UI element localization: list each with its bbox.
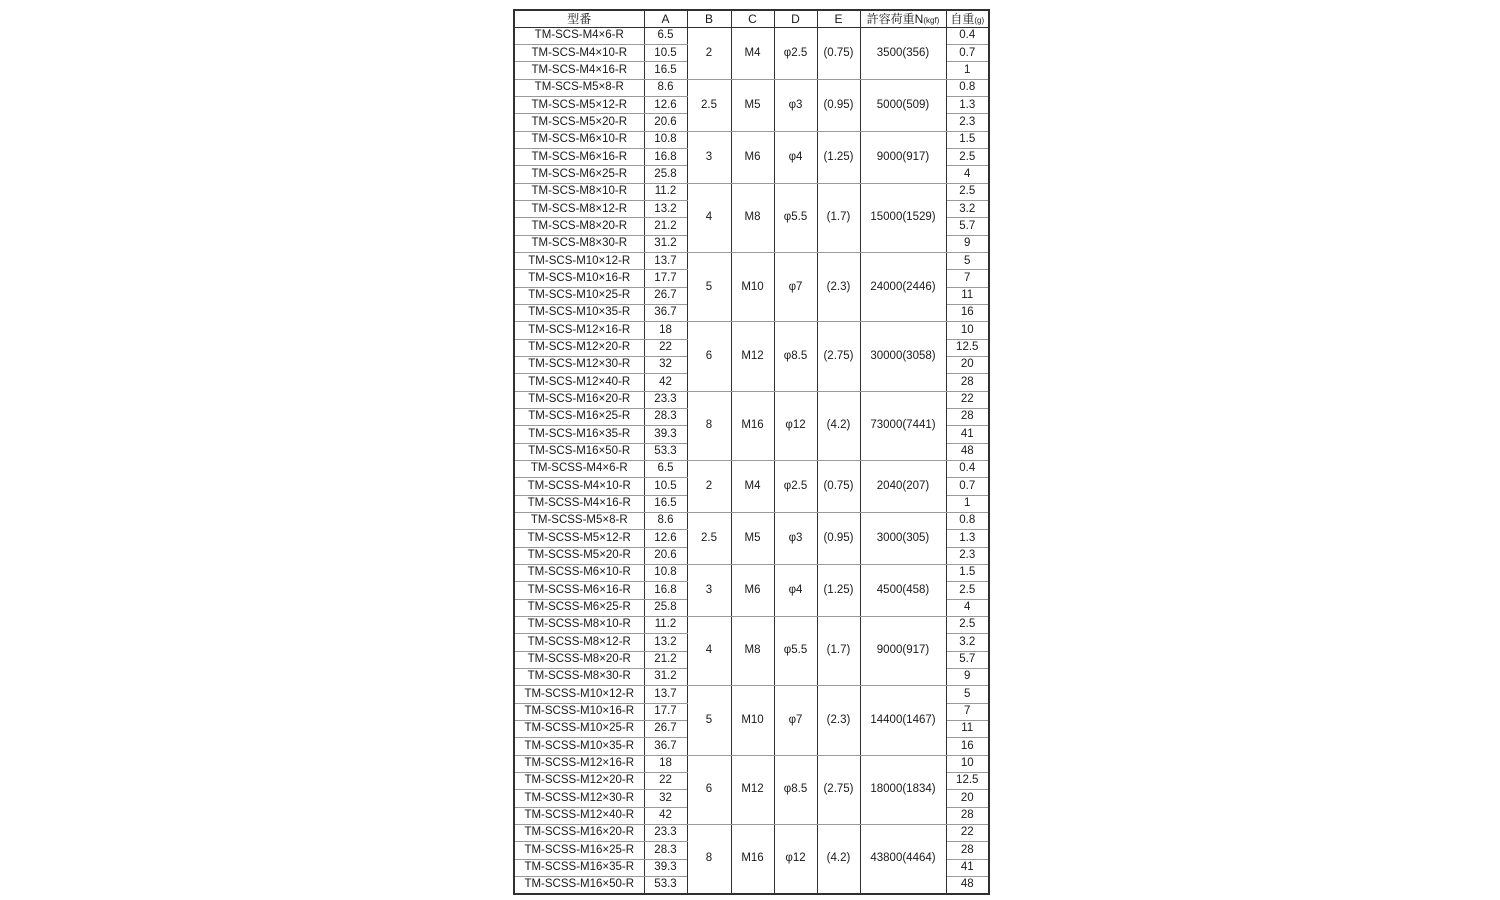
dim-b-cell: 2 (687, 461, 731, 513)
weight-cell: 2.5 (946, 183, 989, 200)
model-cell: TM-SCS-M10×25-R (514, 287, 644, 304)
thread-size-cell: M6 (731, 565, 774, 617)
weight-cell: 0.7 (946, 478, 989, 495)
diameter-cell: φ2.5 (774, 27, 817, 79)
model-cell: TM-SCSS-M16×50-R (514, 876, 644, 893)
dim-e-cell: (4.2) (817, 824, 860, 893)
weight-cell: 22 (946, 391, 989, 408)
weight-cell: 5.7 (946, 218, 989, 235)
table-row (514, 686, 989, 703)
dim-a-cell: 28.3 (644, 409, 687, 426)
model-cell: TM-SCS-M12×20-R (514, 339, 644, 356)
dim-a-cell: 36.7 (644, 305, 687, 322)
model-cell: TM-SCS-M5×12-R (514, 97, 644, 114)
thread-size-cell: M4 (731, 461, 774, 513)
allowable-load-cell: 5000(509) (860, 79, 946, 131)
weight-cell: 9 (946, 668, 989, 685)
allowable-load-cell: 24000(2446) (860, 253, 946, 322)
dim-b-cell: 2 (687, 27, 731, 79)
model-cell: TM-SCS-M6×25-R (514, 166, 644, 183)
model-cell: TM-SCSS-M16×25-R (514, 842, 644, 859)
model-cell: TM-SCS-M4×10-R (514, 45, 644, 62)
dim-b-cell: 4 (687, 616, 731, 685)
weight-cell: 7 (946, 703, 989, 720)
dim-b-cell: 2.5 (687, 79, 731, 131)
dim-b-cell: 5 (687, 686, 731, 755)
model-cell: TM-SCSS-M5×20-R (514, 547, 644, 564)
dim-a-cell: 32 (644, 790, 687, 807)
allowable-load-cell: 4500(458) (860, 565, 946, 617)
dim-a-cell: 20.6 (644, 547, 687, 564)
table-row (514, 513, 989, 530)
diameter-cell: φ4 (774, 131, 817, 183)
table-row (514, 183, 989, 200)
dim-b-cell: 6 (687, 755, 731, 824)
model-cell: TM-SCS-M6×10-R (514, 131, 644, 148)
table-row (514, 79, 989, 96)
thread-size-cell: M8 (731, 183, 774, 252)
dim-a-cell: 16.5 (644, 495, 687, 512)
dim-e-cell: (0.95) (817, 513, 860, 565)
weight-cell: 4 (946, 599, 989, 616)
dim-a-cell: 13.7 (644, 253, 687, 270)
dim-a-cell: 53.3 (644, 443, 687, 460)
dim-a-cell: 32 (644, 357, 687, 374)
dim-b-cell: 8 (687, 824, 731, 893)
dim-a-cell: 12.6 (644, 97, 687, 114)
dim-a-cell: 39.3 (644, 426, 687, 443)
table-row (514, 322, 989, 339)
diameter-cell: φ8.5 (774, 755, 817, 824)
model-cell: TM-SCSS-M12×40-R (514, 807, 644, 824)
diameter-cell: φ7 (774, 253, 817, 322)
weight-cell: 10 (946, 322, 989, 339)
thread-size-cell: M12 (731, 755, 774, 824)
weight-cell: 12.5 (946, 772, 989, 789)
table-row (514, 131, 989, 148)
dim-e-cell: (1.7) (817, 616, 860, 685)
model-cell: TM-SCS-M8×12-R (514, 201, 644, 218)
weight-cell: 4 (946, 166, 989, 183)
allowable-load-cell: 15000(1529) (860, 183, 946, 252)
allowable-load-cell: 9000(917) (860, 616, 946, 685)
weight-cell: 28 (946, 807, 989, 824)
model-cell: TM-SCS-M10×35-R (514, 305, 644, 322)
weight-cell: 2.3 (946, 114, 989, 131)
dim-e-cell: (0.75) (817, 27, 860, 79)
dim-e-cell: (2.75) (817, 755, 860, 824)
header-load-label: 許容荷重N (866, 11, 924, 26)
weight-cell: 0.8 (946, 79, 989, 96)
dim-e-cell: (1.25) (817, 565, 860, 617)
allowable-load-cell: 3500(356) (860, 27, 946, 79)
thread-size-cell: M5 (731, 513, 774, 565)
table-body (514, 27, 989, 893)
diameter-cell: φ3 (774, 513, 817, 565)
allowable-load-cell: 73000(7441) (860, 391, 946, 460)
table-row (514, 616, 989, 633)
dim-e-cell: (1.25) (817, 131, 860, 183)
weight-cell: 3.2 (946, 201, 989, 218)
weight-cell: 0.8 (946, 513, 989, 530)
dim-a-cell: 13.2 (644, 634, 687, 651)
allowable-load-cell: 9000(917) (860, 131, 946, 183)
weight-cell: 1.5 (946, 565, 989, 582)
dim-b-cell: 3 (687, 565, 731, 617)
allowable-load-cell: 3000(305) (860, 513, 946, 565)
spec-table (513, 9, 990, 895)
weight-cell: 16 (946, 305, 989, 322)
dim-e-cell: (1.7) (817, 183, 860, 252)
dim-a-cell: 22 (644, 772, 687, 789)
dim-a-cell: 13.2 (644, 201, 687, 218)
model-cell: TM-SCSS-M6×25-R (514, 599, 644, 616)
weight-cell: 41 (946, 859, 989, 876)
model-cell: TM-SCS-M4×6-R (514, 27, 644, 44)
model-cell: TM-SCSS-M10×35-R (514, 738, 644, 755)
weight-cell: 20 (946, 357, 989, 374)
dim-a-cell: 26.7 (644, 287, 687, 304)
header-weight-label: 自重 (950, 11, 975, 26)
header-load-unit: (kgf) (923, 15, 940, 25)
dim-e-cell: (2.3) (817, 253, 860, 322)
dim-a-cell: 13.7 (644, 686, 687, 703)
weight-cell: 9 (946, 235, 989, 252)
dim-a-cell: 6.5 (644, 461, 687, 478)
dim-a-cell: 31.2 (644, 668, 687, 685)
model-cell: TM-SCSS-M6×16-R (514, 582, 644, 599)
weight-cell: 11 (946, 720, 989, 737)
dim-a-cell: 26.7 (644, 720, 687, 737)
dim-a-cell: 12.6 (644, 530, 687, 547)
weight-cell: 28 (946, 842, 989, 859)
table-header (514, 10, 989, 27)
dim-a-cell: 11.2 (644, 616, 687, 633)
weight-cell: 0.4 (946, 461, 989, 478)
dim-a-cell: 10.5 (644, 45, 687, 62)
header-model: 型番 (514, 10, 644, 27)
dim-a-cell: 23.3 (644, 824, 687, 841)
weight-cell: 16 (946, 738, 989, 755)
weight-cell: 12.5 (946, 339, 989, 356)
thread-size-cell: M16 (731, 824, 774, 893)
model-cell: TM-SCS-M12×16-R (514, 322, 644, 339)
allowable-load-cell: 14400(1467) (860, 686, 946, 755)
diameter-cell: φ12 (774, 824, 817, 893)
weight-cell: 28 (946, 374, 989, 391)
table-row (514, 461, 989, 478)
allowable-load-cell: 43800(4464) (860, 824, 946, 893)
spec-table-container (513, 9, 988, 895)
diameter-cell: φ4 (774, 565, 817, 617)
dim-a-cell: 25.8 (644, 166, 687, 183)
header-load (860, 10, 946, 27)
model-cell: TM-SCSS-M12×20-R (514, 772, 644, 789)
weight-cell: 28 (946, 409, 989, 426)
diameter-cell: φ8.5 (774, 322, 817, 391)
thread-size-cell: M12 (731, 322, 774, 391)
weight-cell: 1 (946, 495, 989, 512)
model-cell: TM-SCSS-M10×25-R (514, 720, 644, 737)
weight-cell: 10 (946, 755, 989, 772)
dim-a-cell: 10.8 (644, 565, 687, 582)
thread-size-cell: M16 (731, 391, 774, 460)
dim-a-cell: 17.7 (644, 270, 687, 287)
weight-cell: 2.5 (946, 149, 989, 166)
dim-e-cell: (0.95) (817, 79, 860, 131)
model-cell: TM-SCS-M5×8-R (514, 79, 644, 96)
dim-a-cell: 18 (644, 322, 687, 339)
weight-cell: 22 (946, 824, 989, 841)
weight-cell: 48 (946, 443, 989, 460)
weight-cell: 2.3 (946, 547, 989, 564)
model-cell: TM-SCS-M10×16-R (514, 270, 644, 287)
model-cell: TM-SCSS-M16×35-R (514, 859, 644, 876)
weight-cell: 0.4 (946, 27, 989, 44)
dim-e-cell: (0.75) (817, 461, 860, 513)
allowable-load-cell: 18000(1834) (860, 755, 946, 824)
header-e: E (817, 10, 860, 27)
dim-e-cell: (2.3) (817, 686, 860, 755)
weight-cell: 1 (946, 62, 989, 79)
dim-b-cell: 5 (687, 253, 731, 322)
dim-a-cell: 11.2 (644, 183, 687, 200)
dim-a-cell: 39.3 (644, 859, 687, 876)
weight-cell: 1.5 (946, 131, 989, 148)
weight-cell: 0.7 (946, 45, 989, 62)
model-cell: TM-SCSS-M5×8-R (514, 513, 644, 530)
weight-cell: 20 (946, 790, 989, 807)
model-cell: TM-SCS-M5×20-R (514, 114, 644, 131)
dim-a-cell: 36.7 (644, 738, 687, 755)
weight-cell: 1.3 (946, 530, 989, 547)
dim-a-cell: 28.3 (644, 842, 687, 859)
weight-cell: 11 (946, 287, 989, 304)
dim-a-cell: 22 (644, 339, 687, 356)
model-cell: TM-SCS-M4×16-R (514, 62, 644, 79)
header-row (514, 10, 989, 27)
model-cell: TM-SCSS-M16×20-R (514, 824, 644, 841)
weight-cell: 48 (946, 876, 989, 893)
diameter-cell: φ7 (774, 686, 817, 755)
dim-a-cell: 17.7 (644, 703, 687, 720)
model-cell: TM-SCS-M8×10-R (514, 183, 644, 200)
model-cell: TM-SCS-M16×25-R (514, 409, 644, 426)
model-cell: TM-SCS-M16×35-R (514, 426, 644, 443)
dim-e-cell: (2.75) (817, 322, 860, 391)
dim-b-cell: 8 (687, 391, 731, 460)
dim-b-cell: 2.5 (687, 513, 731, 565)
weight-cell: 7 (946, 270, 989, 287)
weight-cell: 1.3 (946, 97, 989, 114)
table-row (514, 391, 989, 408)
model-cell: TM-SCSS-M4×6-R (514, 461, 644, 478)
model-cell: TM-SCSS-M6×10-R (514, 565, 644, 582)
model-cell: TM-SCS-M10×12-R (514, 253, 644, 270)
dim-a-cell: 16.5 (644, 62, 687, 79)
dim-b-cell: 6 (687, 322, 731, 391)
dim-a-cell: 8.6 (644, 79, 687, 96)
dim-a-cell: 16.8 (644, 149, 687, 166)
diameter-cell: φ12 (774, 391, 817, 460)
diameter-cell: φ2.5 (774, 461, 817, 513)
model-cell: TM-SCSS-M12×16-R (514, 755, 644, 772)
model-cell: TM-SCSS-M4×16-R (514, 495, 644, 512)
weight-cell: 5 (946, 253, 989, 270)
model-cell: TM-SCSS-M10×16-R (514, 703, 644, 720)
thread-size-cell: M4 (731, 27, 774, 79)
model-cell: TM-SCS-M6×16-R (514, 149, 644, 166)
header-c: C (731, 10, 774, 27)
dim-a-cell: 10.8 (644, 131, 687, 148)
model-cell: TM-SCSS-M8×12-R (514, 634, 644, 651)
header-d: D (774, 10, 817, 27)
dim-a-cell: 18 (644, 755, 687, 772)
dim-a-cell: 8.6 (644, 513, 687, 530)
diameter-cell: φ5.5 (774, 616, 817, 685)
dim-a-cell: 20.6 (644, 114, 687, 131)
model-cell: TM-SCS-M16×20-R (514, 391, 644, 408)
header-a: A (644, 10, 687, 27)
dim-a-cell: 53.3 (644, 876, 687, 893)
dim-a-cell: 25.8 (644, 599, 687, 616)
weight-cell: 2.5 (946, 582, 989, 599)
model-cell: TM-SCS-M16×50-R (514, 443, 644, 460)
dim-a-cell: 16.8 (644, 582, 687, 599)
model-cell: TM-SCSS-M5×12-R (514, 530, 644, 547)
header-b: B (687, 10, 731, 27)
diameter-cell: φ5.5 (774, 183, 817, 252)
table-row (514, 755, 989, 772)
model-cell: TM-SCSS-M8×30-R (514, 668, 644, 685)
dim-a-cell: 21.2 (644, 651, 687, 668)
model-cell: TM-SCS-M12×40-R (514, 374, 644, 391)
table-row (514, 27, 989, 44)
model-cell: TM-SCSS-M8×10-R (514, 616, 644, 633)
thread-size-cell: M10 (731, 253, 774, 322)
dim-a-cell: 21.2 (644, 218, 687, 235)
thread-size-cell: M8 (731, 616, 774, 685)
dim-a-cell: 42 (644, 374, 687, 391)
thread-size-cell: M5 (731, 79, 774, 131)
dim-b-cell: 3 (687, 131, 731, 183)
weight-cell: 2.5 (946, 616, 989, 633)
header-weight-unit: (g) (974, 15, 985, 25)
model-cell: TM-SCSS-M10×12-R (514, 686, 644, 703)
weight-cell: 5 (946, 686, 989, 703)
allowable-load-cell: 2040(207) (860, 461, 946, 513)
model-cell: TM-SCS-M8×20-R (514, 218, 644, 235)
model-cell: TM-SCSS-M8×20-R (514, 651, 644, 668)
dim-a-cell: 6.5 (644, 27, 687, 44)
thread-size-cell: M10 (731, 686, 774, 755)
model-cell: TM-SCSS-M12×30-R (514, 790, 644, 807)
table-row (514, 253, 989, 270)
dim-b-cell: 4 (687, 183, 731, 252)
weight-cell: 5.7 (946, 651, 989, 668)
diameter-cell: φ3 (774, 79, 817, 131)
table-row (514, 565, 989, 582)
dim-a-cell: 10.5 (644, 478, 687, 495)
weight-cell: 3.2 (946, 634, 989, 651)
header-weight (946, 10, 989, 27)
model-cell: TM-SCSS-M4×10-R (514, 478, 644, 495)
model-cell: TM-SCS-M8×30-R (514, 235, 644, 252)
weight-cell: 41 (946, 426, 989, 443)
dim-a-cell: 31.2 (644, 235, 687, 252)
dim-e-cell: (4.2) (817, 391, 860, 460)
dim-a-cell: 23.3 (644, 391, 687, 408)
dim-a-cell: 42 (644, 807, 687, 824)
model-cell: TM-SCS-M12×30-R (514, 357, 644, 374)
allowable-load-cell: 30000(3058) (860, 322, 946, 391)
thread-size-cell: M6 (731, 131, 774, 183)
table-row (514, 824, 989, 841)
